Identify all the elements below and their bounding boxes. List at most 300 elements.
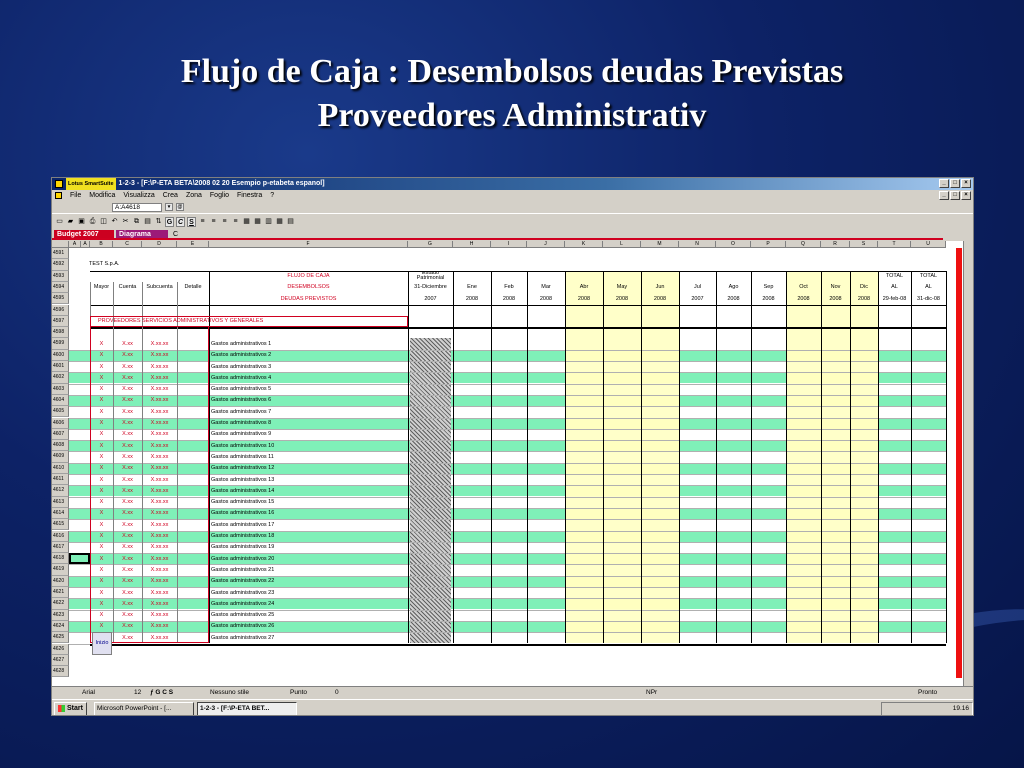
item-cuenta[interactable]: X.xx	[122, 521, 133, 528]
item-subcuenta[interactable]: X.xx.xx	[150, 431, 169, 438]
item-cuenta[interactable]: X.xx	[122, 510, 133, 517]
menu-zona[interactable]: Zona	[185, 192, 202, 199]
table-icon[interactable]: ▦	[254, 217, 261, 225]
windows-taskbar	[52, 699, 974, 716]
column-header[interactable]: L	[603, 241, 641, 248]
header-r-row3: 2008	[829, 295, 842, 302]
column-divider	[946, 271, 947, 644]
item-cuenta[interactable]: X.xx	[122, 600, 133, 607]
highlight-cell	[641, 440, 679, 451]
row-header[interactable]: 4593	[52, 271, 69, 282]
item-mayor[interactable]: X	[99, 340, 104, 347]
inizio-button[interactable]: Inizio	[92, 632, 112, 655]
item-description[interactable]: Gastos administrativos 22	[211, 578, 275, 585]
item-description[interactable]: Gastos administrativos 25	[211, 612, 275, 619]
column-divider	[850, 271, 851, 644]
row-header[interactable]: 4612	[52, 485, 69, 496]
highlight-cell	[603, 350, 641, 361]
row-header[interactable]: 4620	[52, 576, 69, 587]
item-cuenta[interactable]: X.xx	[122, 612, 133, 619]
slide-title-line1: Flujo de Caja : Desembolsos deudas Previstas	[180, 53, 844, 90]
row-header[interactable]: 4621	[52, 587, 69, 598]
item-mayor[interactable]: X	[99, 442, 104, 449]
row-header[interactable]: 4601	[52, 361, 69, 372]
item-mayor[interactable]: X	[99, 431, 104, 438]
column-header[interactable]: G	[408, 241, 453, 248]
item-cuenta[interactable]: X.xx	[122, 487, 133, 494]
item-cuenta[interactable]: X.xx	[122, 555, 133, 562]
item-subcuenta[interactable]: X.xx.xx	[150, 465, 169, 472]
column-header[interactable]: U	[911, 241, 946, 248]
column-divider	[641, 271, 642, 644]
column-header[interactable]: K	[565, 241, 603, 248]
status-format-icons[interactable]: ƒ G C S	[150, 689, 174, 696]
print-icon[interactable]: ⎙	[89, 217, 96, 225]
item-description[interactable]: Gastos administrativos 21	[211, 566, 275, 573]
selected-cell[interactable]	[69, 553, 90, 564]
header-t-row1: TOTAL	[885, 273, 904, 280]
item-cuenta[interactable]: X.xx	[122, 363, 133, 370]
row-header[interactable]: 4598	[52, 327, 69, 338]
row-header[interactable]: 4595	[52, 293, 69, 304]
app-icon	[55, 180, 63, 188]
row-header[interactable]: 4611	[52, 474, 69, 485]
column-divider	[565, 271, 566, 644]
system-tray	[881, 702, 973, 716]
column-header[interactable]: A	[81, 241, 90, 248]
item-mayor[interactable]: X	[99, 363, 104, 370]
item-description[interactable]: Gastos administrativos 5	[211, 386, 272, 393]
row-header[interactable]: 4597	[52, 316, 69, 327]
column-header[interactable]: B	[90, 241, 113, 248]
row-header[interactable]: 4604	[52, 395, 69, 406]
highlight-cell	[786, 440, 821, 451]
item-cuenta[interactable]: X.xx	[122, 589, 133, 596]
item-description[interactable]: Gastos administrativos 9	[211, 431, 272, 438]
item-cuenta[interactable]: X.xx	[122, 431, 133, 438]
highlight-cell	[850, 395, 878, 406]
windows-logo-icon	[58, 705, 65, 712]
column-header[interactable]: M	[641, 241, 679, 248]
row-header[interactable]: 4596	[52, 305, 69, 316]
item-subcuenta[interactable]: X.xx.xx	[150, 363, 169, 370]
menu-visualizza[interactable]: Visualizza	[123, 192, 155, 199]
column-divider	[603, 271, 604, 644]
grid-icon[interactable]: ▦	[243, 217, 250, 225]
row-header[interactable]: 4609	[52, 451, 69, 462]
row-header[interactable]: 4626	[52, 644, 69, 655]
item-subcuenta[interactable]: X.xx.xx	[150, 442, 169, 449]
status-number-format[interactable]: Punto	[290, 689, 307, 696]
item-subcuenta[interactable]: X.xx.xx	[150, 566, 169, 573]
item-cuenta[interactable]: X.xx	[122, 420, 133, 426]
menu-foglio[interactable]: Foglio	[209, 192, 229, 199]
item-subcuenta[interactable]: X.xx.xx	[150, 600, 169, 607]
row-header[interactable]: 4614	[52, 508, 69, 519]
column-divider	[679, 271, 680, 644]
item-cuenta[interactable]: X.xx	[122, 374, 133, 381]
item-cuenta[interactable]: X.xx	[122, 352, 133, 359]
spreadsheet-window	[51, 177, 974, 716]
item-subcuenta[interactable]: X.xx.xx	[150, 544, 169, 551]
column-header[interactable]: Q	[786, 241, 821, 248]
highlight-cell	[850, 576, 878, 587]
menu-finestra[interactable]: Finestra	[236, 192, 263, 199]
item-subcuenta[interactable]: X.xx.xx	[150, 533, 169, 539]
item-description[interactable]: Gastos administrativos 14	[211, 487, 275, 494]
maximize-button[interactable]: □	[950, 179, 960, 188]
item-cuenta[interactable]: X.xx	[122, 578, 133, 585]
corner-cell[interactable]	[52, 241, 69, 248]
item-subcuenta[interactable]: X.xx.xx	[150, 634, 169, 641]
header-t-row3: 29-feb-08	[882, 295, 907, 302]
highlight-cell	[786, 463, 821, 474]
highlight-cell	[850, 418, 878, 429]
header-g-row2: 31-Diciembre	[414, 284, 447, 291]
item-subcuenta[interactable]: X.xx.xx	[150, 453, 169, 460]
highlight-cell	[821, 350, 850, 361]
item-subcuenta[interactable]: X.xx.xx	[150, 386, 169, 393]
open-file-icon[interactable]: ▰	[67, 217, 74, 225]
row-header[interactable]: 4594	[52, 282, 69, 293]
highlight-cell	[603, 621, 641, 632]
item-subcuenta[interactable]: X.xx.xx	[150, 487, 169, 494]
sort-icon[interactable]: ⇅	[155, 217, 162, 225]
item-mayor[interactable]: X	[99, 566, 104, 573]
item-mayor[interactable]: X	[99, 408, 104, 415]
highlight-cell	[565, 485, 603, 496]
item-mayor[interactable]: X	[99, 352, 104, 359]
slide-title	[0, 50, 1024, 138]
highlight-cell	[850, 621, 878, 632]
cut-icon[interactable]: ✂	[122, 217, 129, 225]
item-cuenta[interactable]: X.xx	[122, 340, 133, 347]
highlight-cell	[641, 372, 679, 383]
start-button[interactable]	[54, 702, 87, 716]
item-mayor[interactable]: X	[99, 623, 104, 630]
item-description[interactable]: Gastos administrativos 11	[211, 453, 274, 460]
row-header[interactable]: 4617	[52, 542, 69, 553]
doc-minimize-button[interactable]: _	[939, 191, 949, 200]
column-header[interactable]: S	[850, 241, 878, 248]
item-mayor[interactable]: X	[99, 465, 104, 472]
highlight-cell	[641, 418, 679, 429]
item-description[interactable]: Gastos administrativos 4	[211, 374, 272, 381]
row-header[interactable]: 4628	[52, 666, 69, 677]
item-mayor[interactable]: X	[99, 533, 104, 539]
header-u-row2: AL	[925, 284, 932, 291]
column-divider	[878, 271, 879, 644]
tab-c[interactable]: C	[170, 230, 188, 240]
menu-help[interactable]: ?	[270, 192, 275, 199]
highlight-cell	[850, 553, 878, 564]
window-titlebar[interactable]	[52, 178, 973, 190]
row-header[interactable]: 4607	[52, 429, 69, 440]
highlight-cell	[786, 576, 821, 587]
row-header[interactable]: 4613	[52, 497, 69, 508]
row-header[interactable]: 4602	[52, 372, 69, 383]
item-cuenta[interactable]: X.xx	[122, 453, 133, 460]
item-mayor[interactable]: X	[99, 600, 104, 607]
item-mayor[interactable]: X	[99, 521, 104, 528]
item-description[interactable]: Gastos administrativos 17	[211, 521, 275, 528]
header-m-row3: 2008	[653, 295, 667, 302]
header-i-row2: Feb	[504, 284, 514, 291]
doc-maximize-button[interactable]: □	[950, 191, 960, 200]
item-description[interactable]: Gastos administrativos 23	[211, 589, 275, 596]
item-description[interactable]: Gastos administrativos 26	[211, 623, 275, 630]
item-subcuenta[interactable]: X.xx.xx	[150, 578, 169, 585]
task-lotus[interactable]: 1-2-3 - [F:\P-ETA BET...	[197, 702, 297, 716]
row-header[interactable]: 4615	[52, 519, 69, 530]
item-description[interactable]: Gastos administrativos 1	[211, 340, 272, 347]
item-mayor[interactable]: X	[99, 578, 104, 585]
row-header[interactable]: 4622	[52, 598, 69, 609]
item-mayor[interactable]: X	[99, 555, 104, 562]
highlight-cell	[821, 508, 850, 519]
highlight-cell	[603, 372, 641, 383]
item-subcuenta[interactable]: X.xx.xx	[150, 340, 169, 347]
item-cuenta[interactable]: X.xx	[122, 544, 133, 551]
column-header[interactable]: R	[821, 241, 850, 248]
row-header[interactable]: 4625	[52, 632, 69, 643]
menu-crea[interactable]: Crea	[162, 192, 178, 199]
item-subcuenta[interactable]: X.xx.xx	[150, 510, 169, 517]
item-description[interactable]: Gastos administrativos 16	[211, 510, 275, 517]
name-box[interactable]: A:A4618	[112, 203, 162, 212]
row-header[interactable]: 4599	[52, 338, 69, 349]
item-description[interactable]: Gastos administrativos 20	[211, 555, 275, 562]
copy-icon[interactable]: ⧉	[134, 217, 139, 225]
item-mayor[interactable]: X	[99, 420, 104, 426]
window-title: 1-2-3 - [F:\P-ETA BETA\2008 02 20 Esempio p-etabeta espanol]	[118, 180, 325, 187]
vertical-scrollbar[interactable]	[963, 241, 973, 686]
task-powerpoint[interactable]: Microsoft PowerPoint - [...	[94, 702, 194, 716]
item-description[interactable]: Gastos administrativos 2	[211, 352, 272, 359]
header-i-row3: 2008	[502, 295, 516, 302]
item-description[interactable]: Gastos administrativos 12	[211, 465, 275, 472]
item-subcuenta[interactable]: X.xx.xx	[150, 521, 169, 528]
row-header[interactable]: 4591	[52, 248, 69, 259]
item-subcuenta[interactable]: X.xx.xx	[150, 476, 169, 483]
clock: 19.16	[952, 704, 969, 712]
column-header[interactable]: P	[751, 241, 786, 248]
item-subcuenta[interactable]: X.xx.xx	[150, 397, 169, 404]
item-description[interactable]: Gastos administrativos 10	[211, 442, 275, 449]
menu-modifica[interactable]: Modifica	[89, 192, 116, 199]
item-subcuenta[interactable]: X.xx.xx	[150, 612, 169, 619]
highlight-cell	[786, 485, 821, 496]
row-header[interactable]: 4624	[52, 621, 69, 632]
highlight-cell	[565, 508, 603, 519]
row-header[interactable]: 4616	[52, 531, 69, 542]
header-g-row3: 2007	[424, 295, 437, 302]
item-cuenta[interactable]: X.xx	[122, 408, 133, 415]
header-n-row2: Jul	[693, 284, 702, 291]
item-description[interactable]: Gastos administrativos 7	[211, 408, 272, 415]
highlight-cell	[821, 576, 850, 587]
row-header[interactable]: 4600	[52, 350, 69, 361]
item-cuenta[interactable]: X.xx	[122, 476, 133, 483]
column-header[interactable]: I	[491, 241, 527, 248]
column-header[interactable]: E	[177, 241, 209, 248]
item-cuenta[interactable]: X.xx	[122, 566, 133, 573]
menu-file[interactable]: File	[70, 192, 82, 199]
item-description[interactable]: Gastos administrativos 15	[211, 499, 275, 506]
item-mayor[interactable]: X	[99, 397, 104, 404]
item-mayor[interactable]: X	[99, 487, 104, 494]
align-left-icon[interactable]: ≡	[200, 217, 205, 225]
row-header[interactable]: 4623	[52, 610, 69, 621]
status-bar	[52, 686, 974, 698]
item-description[interactable]: Gastos administrativos 19	[211, 544, 275, 551]
highlight-cell	[786, 508, 821, 519]
row-header[interactable]: 4606	[52, 418, 69, 429]
header-u-row1: TOTAL	[919, 273, 938, 280]
suite-logo: Lotus SmartSuite	[66, 178, 116, 190]
item-mayor[interactable]: X	[99, 612, 104, 619]
item-mayor[interactable]: X	[99, 374, 104, 381]
preview-icon[interactable]: ◫	[100, 217, 107, 225]
item-cuenta[interactable]: X.xx	[122, 386, 133, 393]
item-mayor[interactable]: X	[99, 510, 104, 517]
status-font[interactable]: Arial	[82, 689, 96, 696]
row-header[interactable]: 4603	[52, 384, 69, 395]
highlight-cell	[821, 463, 850, 474]
item-description[interactable]: Gastos administrativos 18	[211, 533, 275, 539]
header-g-row1: Estado Patrimonial	[416, 271, 445, 282]
item-cuenta[interactable]: X.xx	[122, 397, 133, 404]
item-cuenta[interactable]: X.xx	[122, 442, 133, 449]
item-description[interactable]: Gastos administrativos 13	[211, 476, 275, 483]
header-f-row2: DESEMBOLSOS	[287, 284, 330, 291]
highlight-cell	[641, 395, 679, 406]
item-subcuenta[interactable]: X.xx.xx	[150, 555, 169, 562]
header-l-row2: May	[616, 284, 628, 291]
item-mayor[interactable]: X	[99, 499, 104, 506]
column-header[interactable]: C	[113, 241, 142, 248]
highlight-cell	[565, 350, 603, 361]
highlight-cell	[821, 621, 850, 632]
chart-icon[interactable]: ▥	[265, 217, 272, 225]
status-size[interactable]: 12	[134, 689, 142, 696]
underline-icon[interactable]: S	[187, 217, 196, 227]
item-subcuenta[interactable]: X.xx.xx	[150, 352, 169, 359]
column-divider	[751, 271, 752, 644]
item-cuenta[interactable]: X.xx	[122, 634, 133, 641]
item-description[interactable]: Gastos administrativos 3	[211, 363, 272, 370]
new-file-icon[interactable]: ▭	[56, 217, 63, 225]
item-subcuenta[interactable]: X.xx.xx	[150, 420, 169, 426]
column-header[interactable]: H	[453, 241, 491, 248]
column-divider	[716, 271, 717, 644]
item-cuenta[interactable]: X.xx	[122, 533, 133, 539]
item-subcuenta[interactable]: X.xx.xx	[150, 623, 169, 630]
row-header[interactable]: 4618	[52, 553, 69, 564]
highlight-cell	[821, 395, 850, 406]
paste-icon[interactable]: ▤	[144, 217, 151, 225]
header-j-row2: Mar	[541, 284, 551, 291]
item-description[interactable]: Gastos administrativos 6	[211, 397, 272, 404]
item-subcuenta[interactable]: X.xx.xx	[150, 374, 169, 381]
item-description[interactable]: Gastos administrativos 8	[211, 420, 272, 426]
highlight-cell	[641, 621, 679, 632]
save-icon[interactable]: ▣	[78, 217, 85, 225]
highlight-cell	[565, 395, 603, 406]
status-decimals[interactable]: 0	[335, 689, 339, 696]
column-header[interactable]: N	[679, 241, 716, 248]
reference-bar	[52, 201, 973, 213]
navigator-icon[interactable]: ▾	[165, 203, 173, 211]
item-subcuenta[interactable]: X.xx.xx	[150, 408, 169, 415]
highlight-cell	[786, 418, 821, 429]
row-header[interactable]: 4592	[52, 259, 69, 270]
justify-icon[interactable]: ≡	[233, 217, 238, 225]
minimize-button[interactable]: _	[939, 179, 949, 188]
item-description[interactable]: Gastos administrativos 27	[211, 634, 275, 641]
item-mayor[interactable]: X	[99, 453, 104, 460]
row-header[interactable]: 4627	[52, 655, 69, 666]
close-button[interactable]: ×	[961, 179, 971, 188]
column-header[interactable]: F	[209, 241, 408, 248]
tab-budget-2007[interactable]: Budget 2007	[54, 230, 114, 240]
section-title: PROVEEDORES SERVICIOS ADMINISTRATIVOS Y GENERALES	[98, 317, 264, 324]
column-header[interactable]: T	[878, 241, 911, 248]
highlight-cell	[850, 440, 878, 451]
header-u-row3: 31-dic-08	[917, 295, 940, 302]
item-mayor[interactable]: X	[99, 589, 104, 596]
sheet-icon[interactable]: ▤	[287, 217, 294, 225]
item-subcuenta[interactable]: X.xx.xx	[150, 499, 169, 506]
item-description[interactable]: Gastos administrativos 24	[211, 600, 275, 607]
item-mayor[interactable]: X	[99, 544, 104, 551]
item-cuenta[interactable]: X.xx	[122, 499, 133, 506]
row-header[interactable]: 4619	[52, 564, 69, 575]
item-cuenta[interactable]: X.xx	[122, 623, 133, 630]
range-icon[interactable]: ▦	[276, 217, 283, 225]
bold-icon[interactable]: G	[166, 218, 173, 226]
italic-icon[interactable]: C	[177, 218, 184, 226]
highlight-cell	[850, 508, 878, 519]
align-right-icon[interactable]: ≡	[222, 217, 227, 225]
column-header[interactable]: J	[527, 241, 565, 248]
tab-diagrama[interactable]: Diagrama	[116, 230, 168, 240]
item-mayor[interactable]: X	[99, 476, 104, 483]
doc-close-button[interactable]: ×	[961, 191, 971, 200]
header-q-row3: 2008	[797, 295, 810, 302]
row-header[interactable]: 4610	[52, 463, 69, 474]
function-icon[interactable]: @	[177, 204, 183, 210]
item-mayor[interactable]: X	[99, 386, 104, 393]
column-header[interactable]: A	[69, 241, 81, 248]
header-f-row1: FLUJO DE CAJA	[287, 273, 330, 280]
row-header[interactable]: 4608	[52, 440, 69, 451]
column-divider	[453, 271, 454, 644]
frame-line	[90, 305, 946, 306]
header-p-row2: Sep	[763, 284, 774, 291]
header-s-row2: Dic	[860, 284, 868, 291]
undo-icon[interactable]: ↶	[111, 217, 118, 225]
column-header[interactable]: O	[716, 241, 751, 248]
align-center-icon[interactable]: ≡	[211, 217, 216, 225]
row-header[interactable]: 4605	[52, 406, 69, 417]
spreadsheet-grid[interactable]	[52, 241, 974, 686]
item-cuenta[interactable]: X.xx	[122, 465, 133, 472]
item-subcuenta[interactable]: X.xx.xx	[150, 589, 169, 596]
column-divider	[491, 271, 492, 644]
column-header[interactable]: D	[142, 241, 177, 248]
status-style[interactable]: Nessuno stile	[210, 689, 250, 696]
